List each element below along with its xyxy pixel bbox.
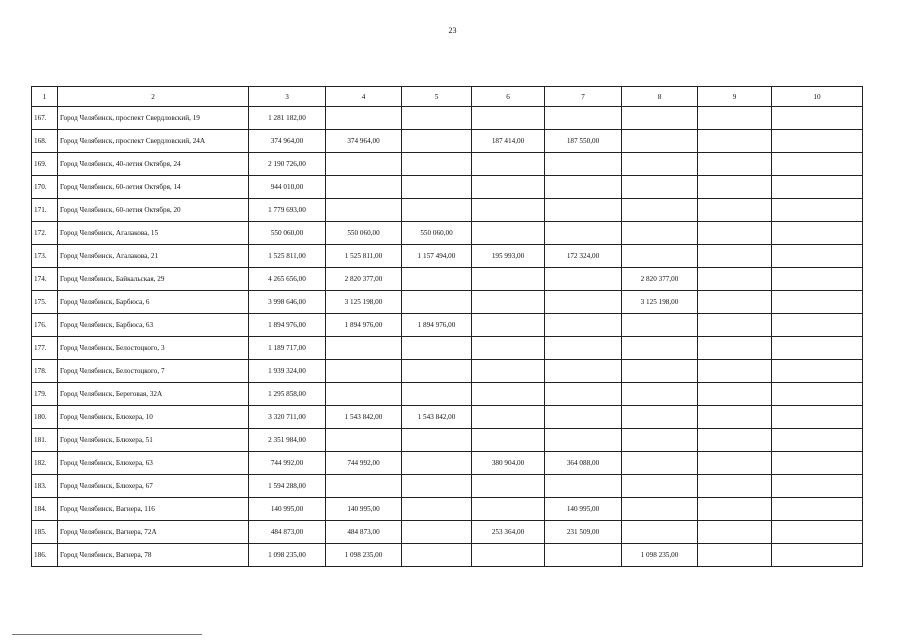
table-row (32, 199, 863, 222)
cell-col-10 (772, 406, 863, 429)
column-header: 4 (326, 87, 402, 107)
cell-col-8 (622, 314, 698, 337)
cell-col-9 (698, 475, 772, 498)
cell-col-8 (622, 245, 698, 268)
cell-col-3: 744 992,00 (249, 452, 326, 475)
cell-col-10 (772, 222, 863, 245)
cell-col-4: 1 098 235,00 (326, 544, 402, 567)
footer-rule (12, 634, 202, 635)
cell-col-8: 1 098 235,00 (622, 544, 698, 567)
row-address: Город Челябинск, Блюхера, 51 (58, 429, 249, 452)
cell-col-10 (772, 107, 863, 130)
row-number: 180. (32, 406, 58, 429)
row-number: 184. (32, 498, 58, 521)
row-address: Город Челябинск, Белостоцкого, 3 (58, 337, 249, 360)
row-number: 176. (32, 314, 58, 337)
cell-col-7 (545, 268, 622, 291)
row-address: Город Челябинск, Белостоцкого, 7 (58, 360, 249, 383)
table-row (32, 383, 863, 406)
row-address: Город Челябинск, проспект Свердловский, 19 (58, 107, 249, 130)
cell-col-10 (772, 268, 863, 291)
cell-col-9 (698, 429, 772, 452)
row-address: Город Челябинск, Блюхера, 63 (58, 452, 249, 475)
cell-col-3: 1 295 858,00 (249, 383, 326, 406)
table-row (32, 130, 863, 153)
cell-col-7 (545, 360, 622, 383)
row-address: Город Челябинск, Блюхера, 10 (58, 406, 249, 429)
cell-col-9 (698, 245, 772, 268)
row-number: 174. (32, 268, 58, 291)
cell-col-9 (698, 544, 772, 567)
table-row (32, 360, 863, 383)
cell-col-8 (622, 498, 698, 521)
cell-col-6 (472, 475, 545, 498)
cell-col-6 (472, 222, 545, 245)
cell-col-7 (545, 314, 622, 337)
cell-col-9 (698, 107, 772, 130)
row-number: 175. (32, 291, 58, 314)
table-row (32, 314, 863, 337)
cell-col-3: 1 594 288,00 (249, 475, 326, 498)
cell-col-10 (772, 245, 863, 268)
row-address: Город Челябинск, 60-летия Октября, 20 (58, 199, 249, 222)
cell-col-6 (472, 498, 545, 521)
table-row (32, 429, 863, 452)
row-number: 181. (32, 429, 58, 452)
row-address: Город Челябинск, Береговая, 32А (58, 383, 249, 406)
cell-col-10 (772, 291, 863, 314)
cell-col-4 (326, 153, 402, 176)
cell-col-7 (545, 406, 622, 429)
cell-col-6 (472, 544, 545, 567)
table-row (32, 337, 863, 360)
cell-col-6: 187 414,00 (472, 130, 545, 153)
cell-col-8 (622, 475, 698, 498)
cell-col-9 (698, 383, 772, 406)
cell-col-5 (402, 199, 472, 222)
row-number: 167. (32, 107, 58, 130)
cell-col-8 (622, 222, 698, 245)
cell-col-6: 253 364,00 (472, 521, 545, 544)
cell-col-10 (772, 429, 863, 452)
cell-col-5: 1 543 842,00 (402, 406, 472, 429)
cell-col-8 (622, 337, 698, 360)
cell-col-10 (772, 475, 863, 498)
table-row (32, 107, 863, 130)
cell-col-5 (402, 383, 472, 406)
cell-col-5: 1 157 494,00 (402, 245, 472, 268)
cell-col-7 (545, 429, 622, 452)
cell-col-6 (472, 429, 545, 452)
column-header: 8 (622, 87, 698, 107)
table-row (32, 176, 863, 199)
table-row (32, 406, 863, 429)
column-header: 1 (32, 87, 58, 107)
cell-col-8 (622, 429, 698, 452)
column-header: 9 (698, 87, 772, 107)
cell-col-5 (402, 337, 472, 360)
table-header (32, 87, 863, 107)
cell-col-10 (772, 383, 863, 406)
cell-col-3: 1 894 976,00 (249, 314, 326, 337)
row-address: Город Челябинск, Вагнера, 72А (58, 521, 249, 544)
row-number: 177. (32, 337, 58, 360)
cell-col-4: 2 820 377,00 (326, 268, 402, 291)
cell-col-10 (772, 314, 863, 337)
row-address: Город Челябинск, Вагнера, 78 (58, 544, 249, 567)
cell-col-5 (402, 544, 472, 567)
cell-col-7: 231 509,00 (545, 521, 622, 544)
cell-col-9 (698, 176, 772, 199)
row-number: 169. (32, 153, 58, 176)
table-row (32, 521, 863, 544)
row-number: 186. (32, 544, 58, 567)
row-address: Город Челябинск, Агалакова, 15 (58, 222, 249, 245)
cell-col-9 (698, 360, 772, 383)
cell-col-10 (772, 130, 863, 153)
row-number: 171. (32, 199, 58, 222)
cell-col-5 (402, 130, 472, 153)
cell-col-4 (326, 383, 402, 406)
cell-col-7: 140 995,00 (545, 498, 622, 521)
page-number: 23 (448, 26, 457, 35)
cell-col-6 (472, 291, 545, 314)
table-row (32, 268, 863, 291)
row-number: 168. (32, 130, 58, 153)
row-number: 172. (32, 222, 58, 245)
cell-col-4 (326, 199, 402, 222)
cell-col-7 (545, 107, 622, 130)
row-address: Город Челябинск, Барбюса, 63 (58, 314, 249, 337)
column-header: 7 (545, 87, 622, 107)
table-body (32, 107, 863, 567)
cell-col-7 (545, 475, 622, 498)
column-header: 6 (472, 87, 545, 107)
table-row (32, 245, 863, 268)
cell-col-3: 3 998 646,00 (249, 291, 326, 314)
cell-col-9 (698, 498, 772, 521)
cell-col-4: 140 995,00 (326, 498, 402, 521)
cell-col-4: 1 894 976,00 (326, 314, 402, 337)
cell-col-8 (622, 452, 698, 475)
data-table (31, 86, 863, 567)
cell-col-3: 1 281 182,00 (249, 107, 326, 130)
cell-col-10 (772, 452, 863, 475)
row-address: Город Челябинск, Байкальская, 29 (58, 268, 249, 291)
cell-col-7 (545, 153, 622, 176)
cell-col-6 (472, 153, 545, 176)
cell-col-9 (698, 521, 772, 544)
cell-col-4: 1 525 811,00 (326, 245, 402, 268)
cell-col-7 (545, 222, 622, 245)
cell-col-4: 1 543 842,00 (326, 406, 402, 429)
cell-col-8: 3 125 198,00 (622, 291, 698, 314)
cell-col-5 (402, 498, 472, 521)
cell-col-6 (472, 383, 545, 406)
cell-col-10 (772, 360, 863, 383)
cell-col-5: 1 894 976,00 (402, 314, 472, 337)
cell-col-3: 1 779 693,00 (249, 199, 326, 222)
cell-col-10 (772, 521, 863, 544)
cell-col-5 (402, 176, 472, 199)
cell-col-8 (622, 107, 698, 130)
cell-col-10 (772, 176, 863, 199)
header-row (32, 87, 863, 107)
cell-col-9 (698, 268, 772, 291)
row-number: 183. (32, 475, 58, 498)
cell-col-5 (402, 153, 472, 176)
cell-col-4 (326, 107, 402, 130)
row-number: 178. (32, 360, 58, 383)
cell-col-7 (545, 176, 622, 199)
cell-col-5 (402, 452, 472, 475)
cell-col-10 (772, 544, 863, 567)
row-number: 179. (32, 383, 58, 406)
cell-col-5 (402, 291, 472, 314)
cell-col-6 (472, 199, 545, 222)
row-address: Город Челябинск, Блюхера, 67 (58, 475, 249, 498)
row-address: Город Челябинск, Вагнера, 116 (58, 498, 249, 521)
cell-col-6 (472, 360, 545, 383)
cell-col-5 (402, 360, 472, 383)
cell-col-8: 2 820 377,00 (622, 268, 698, 291)
cell-col-9 (698, 130, 772, 153)
cell-col-7 (545, 383, 622, 406)
cell-col-5 (402, 429, 472, 452)
cell-col-9 (698, 153, 772, 176)
cell-col-4: 484 873,00 (326, 521, 402, 544)
cell-col-9 (698, 199, 772, 222)
cell-col-10 (772, 199, 863, 222)
table-row (32, 498, 863, 521)
cell-col-4 (326, 337, 402, 360)
cell-col-7 (545, 199, 622, 222)
cell-col-7: 364 088,00 (545, 452, 622, 475)
cell-col-5 (402, 107, 472, 130)
cell-col-5 (402, 268, 472, 291)
cell-col-8 (622, 176, 698, 199)
cell-col-6: 195 993,00 (472, 245, 545, 268)
cell-col-7 (545, 337, 622, 360)
cell-col-10 (772, 498, 863, 521)
cell-col-7 (545, 544, 622, 567)
cell-col-6 (472, 268, 545, 291)
column-header: 3 (249, 87, 326, 107)
cell-col-9 (698, 222, 772, 245)
cell-col-6 (472, 107, 545, 130)
row-number: 170. (32, 176, 58, 199)
cell-col-5 (402, 475, 472, 498)
cell-col-3: 140 995,00 (249, 498, 326, 521)
cell-col-3: 374 964,00 (249, 130, 326, 153)
cell-col-3: 2 190 726,00 (249, 153, 326, 176)
table-row (32, 475, 863, 498)
cell-col-8 (622, 521, 698, 544)
row-address: Город Челябинск, 40-летия Октября, 24 (58, 153, 249, 176)
cell-col-8 (622, 199, 698, 222)
cell-col-9 (698, 406, 772, 429)
cell-col-9 (698, 314, 772, 337)
cell-col-3: 3 320 711,00 (249, 406, 326, 429)
table-row (32, 222, 863, 245)
table-row (32, 452, 863, 475)
row-number: 182. (32, 452, 58, 475)
cell-col-4: 374 964,00 (326, 130, 402, 153)
cell-col-10 (772, 153, 863, 176)
row-number: 173. (32, 245, 58, 268)
cell-col-3: 1 189 717,00 (249, 337, 326, 360)
cell-col-4 (326, 360, 402, 383)
cell-col-6 (472, 337, 545, 360)
table-row (32, 544, 863, 567)
cell-col-4: 3 125 198,00 (326, 291, 402, 314)
table-row (32, 153, 863, 176)
cell-col-4: 550 060,00 (326, 222, 402, 245)
cell-col-8 (622, 153, 698, 176)
cell-col-9 (698, 291, 772, 314)
table-row (32, 291, 863, 314)
cell-col-10 (772, 337, 863, 360)
cell-col-3: 1 939 324,00 (249, 360, 326, 383)
cell-col-3: 484 873,00 (249, 521, 326, 544)
cell-col-3: 1 098 235,00 (249, 544, 326, 567)
cell-col-8 (622, 406, 698, 429)
cell-col-8 (622, 130, 698, 153)
row-address: Город Челябинск, Агалакова, 21 (58, 245, 249, 268)
cell-col-7: 172 324,00 (545, 245, 622, 268)
column-header: 5 (402, 87, 472, 107)
cell-col-3: 4 265 656,00 (249, 268, 326, 291)
cell-col-8 (622, 383, 698, 406)
row-address: Город Челябинск, Барбюса, 6 (58, 291, 249, 314)
cell-col-4 (326, 176, 402, 199)
cell-col-9 (698, 452, 772, 475)
row-number: 185. (32, 521, 58, 544)
column-header: 10 (772, 87, 863, 107)
cell-col-4: 744 992,00 (326, 452, 402, 475)
cell-col-9 (698, 337, 772, 360)
cell-col-3: 550 060,00 (249, 222, 326, 245)
cell-col-7: 187 550,00 (545, 130, 622, 153)
cell-col-6 (472, 314, 545, 337)
cell-col-8 (622, 360, 698, 383)
cell-col-6: 380 904,00 (472, 452, 545, 475)
column-header: 2 (58, 87, 249, 107)
row-address: Город Челябинск, проспект Свердловский, 24А (58, 130, 249, 153)
cell-col-6 (472, 176, 545, 199)
cell-col-4 (326, 429, 402, 452)
row-address: Город Челябинск, 60-летия Октября, 14 (58, 176, 249, 199)
cell-col-3: 1 525 811,00 (249, 245, 326, 268)
cell-col-5: 550 060,00 (402, 222, 472, 245)
cell-col-6 (472, 406, 545, 429)
cell-col-3: 2 351 984,00 (249, 429, 326, 452)
cell-col-5 (402, 521, 472, 544)
cell-col-7 (545, 291, 622, 314)
cell-col-4 (326, 475, 402, 498)
cell-col-3: 944 010,00 (249, 176, 326, 199)
